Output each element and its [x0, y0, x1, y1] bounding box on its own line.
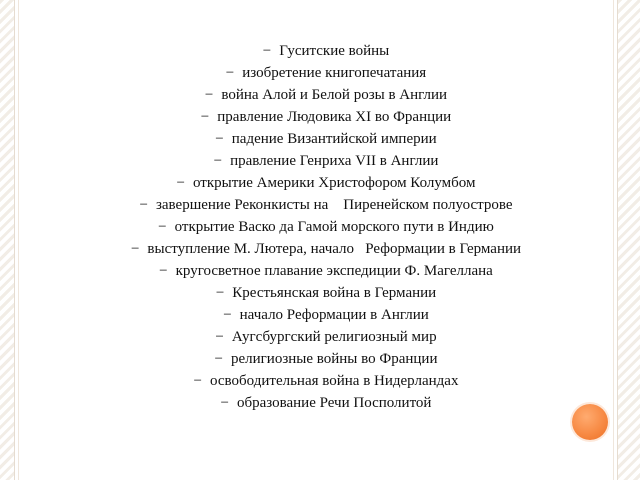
dash-bullet: −: [200, 109, 210, 125]
dash-bullet: −: [215, 131, 224, 147]
list-item-text: освободительная война в Нидерландах: [210, 373, 459, 389]
list-item: [30, 194, 622, 216]
list-item: [30, 40, 622, 62]
dash-bullet: −: [215, 329, 224, 345]
events-list: [30, 40, 622, 414]
left-border-line-inner: [18, 0, 19, 480]
list-item-text: Крестьянская война в Германии: [232, 285, 437, 301]
list-item-text: начало Реформации в Англии: [239, 307, 429, 323]
dash-bullet: −: [139, 197, 148, 213]
list-item-text: война Алой и Белой розы в Англии: [221, 87, 448, 103]
list-item-text: выступление М. Лютера, начало Реформации в Германии: [147, 241, 522, 257]
list-item: [30, 348, 622, 370]
list-item: [30, 150, 622, 172]
list-item: [30, 216, 622, 238]
list-item-text: завершение Реконкисты на Пиренейском полуострове: [155, 197, 513, 213]
dash-bullet: −: [130, 241, 140, 257]
list-item: [30, 304, 622, 326]
list-item-text: Гуситские войны: [279, 43, 390, 59]
list-item: [30, 172, 622, 194]
list-item: [30, 282, 622, 304]
dash-bullet: −: [214, 351, 223, 367]
dash-bullet: −: [158, 219, 167, 235]
list-item: [30, 128, 622, 150]
list-item: [30, 326, 622, 348]
left-border-pattern: [0, 0, 14, 480]
dash-bullet: −: [223, 307, 232, 323]
list-item: [30, 260, 622, 282]
list-item: [30, 392, 622, 414]
list-item-text: изобретение книгопечатания: [242, 65, 427, 81]
dash-bullet: −: [193, 373, 203, 389]
dash-bullet: −: [215, 285, 225, 301]
dash-bullet: −: [262, 43, 272, 59]
list-item-text: Аугсбургский религиозный мир: [231, 329, 437, 345]
list-item-text: религиозные войны во Франции: [230, 351, 438, 367]
list-item-text: правление Людовика XI во Франции: [217, 109, 452, 125]
list-item-text: открытие Васко да Гамой морского пути в Индию: [174, 219, 494, 235]
dash-bullet: −: [220, 395, 229, 411]
list-item-text: открытие Америки Христофором Колумбом: [192, 175, 476, 191]
list-item: [30, 106, 622, 128]
list-item-text: падение Византийской империи: [231, 131, 437, 147]
left-border-line: [14, 0, 15, 480]
list-item: [30, 370, 622, 392]
dash-bullet: −: [204, 87, 214, 103]
list-item: [30, 238, 622, 260]
list-item: [30, 62, 622, 84]
dash-bullet: −: [159, 263, 168, 279]
list-item-text: образование Речи Посполитой: [236, 395, 432, 411]
list-item: [30, 84, 622, 106]
decorative-orange-circle-icon: [572, 404, 608, 440]
dash-bullet: −: [176, 175, 185, 191]
list-item-text: кругосветное плавание экспедиции Ф. Магеллана: [175, 263, 493, 279]
list-item-text: правление Генриха VII в Англии: [230, 153, 439, 169]
dash-bullet: −: [225, 65, 235, 81]
dash-bullet: −: [213, 153, 223, 169]
